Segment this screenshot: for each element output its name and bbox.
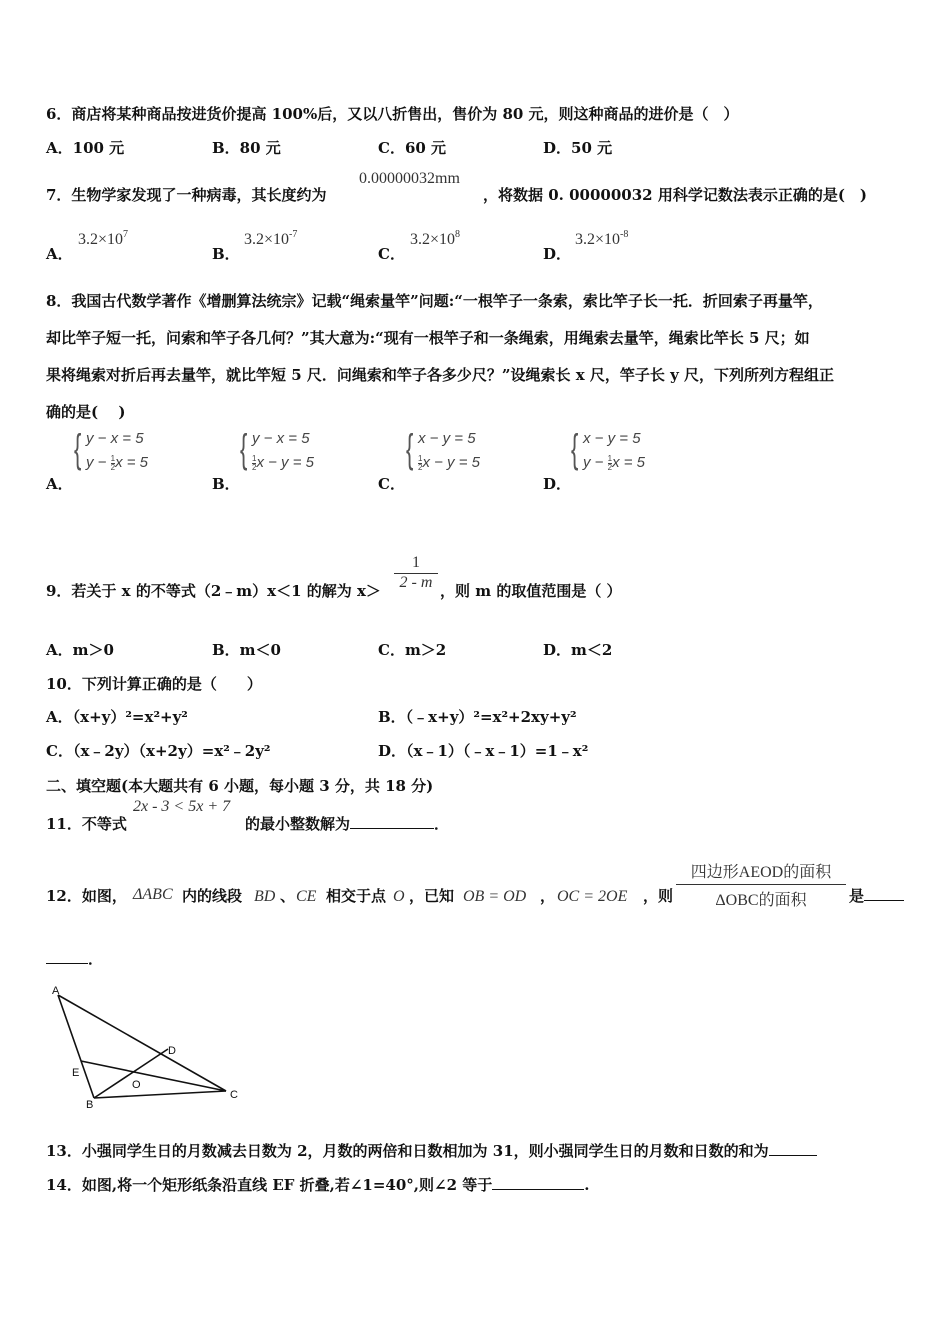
q12-separator: 、 bbox=[280, 887, 296, 905]
label-d: D bbox=[168, 1045, 176, 1057]
q9-option-b: B．m＜0 bbox=[212, 641, 281, 659]
q7-option-b-letter: B． bbox=[212, 245, 240, 263]
question-12-part-1: 12．如图， bbox=[46, 887, 127, 905]
q12-segment-bd: BD bbox=[254, 888, 276, 905]
q6-option-c: C．60 元 bbox=[378, 139, 447, 157]
segment-bd bbox=[94, 1049, 168, 1098]
question-12-part-2: 内的线段 bbox=[182, 887, 243, 905]
label-e: E bbox=[72, 1067, 80, 1079]
q9-option-d: D．m＜2 bbox=[543, 641, 613, 659]
q11-inequality: 2x - 3 < 5x + 7 bbox=[133, 798, 231, 815]
question-8-line-3: 果将绳索对折后再去量竿，就比竿短 5 尺．问绳索和竿子各多少尺？”设绳索长 x 尺，竿子长 y 尺，下列所列方程组正 bbox=[46, 366, 835, 384]
q10-option-b: B．（﹣x+y）²=x²+2xy+y² bbox=[378, 708, 577, 726]
q12-ratio-denominator: ΔOBC的面积 bbox=[715, 892, 807, 909]
q8-option-a-letter: A． bbox=[46, 475, 73, 493]
q12-area-ratio bbox=[676, 859, 846, 910]
section-2-heading: 二、填空题(本大题共有 6 小题，每小题 3 分，共 18 分) bbox=[46, 777, 434, 795]
q8-option-c-system: { x − y = 5 $\frac{1}{2}$ x − y = 5 bbox=[406, 427, 480, 472]
label-a: A bbox=[52, 985, 60, 997]
q7-option-b-value: $3.2\times 10^{-7}$ bbox=[244, 229, 298, 248]
q10-option-a: A．（x+y）²=x²+y² bbox=[46, 708, 188, 726]
q12-condition-2: OC = 2OE bbox=[557, 888, 628, 905]
question-12-part-4: ，已知 bbox=[409, 887, 455, 905]
triangle-figure bbox=[44, 980, 254, 1115]
q12-condition-1: OB = OD bbox=[463, 888, 527, 905]
q10-option-c: C．（x﹣2y）（x+2y）=x²﹣2y² bbox=[46, 742, 271, 760]
question-9-text-after: ，则 m 的取值范围是（ ） bbox=[440, 582, 622, 600]
q12-answer-blank-line-1 bbox=[864, 886, 904, 901]
question-11-text-after: 的最小整数解为 ． bbox=[245, 815, 450, 833]
q7-option-d-letter: D． bbox=[543, 245, 572, 263]
q10-option-d: D．（x﹣1）（﹣x﹣1）=1﹣x² bbox=[378, 742, 589, 760]
q12-answer-blank-line-2: ． bbox=[46, 948, 103, 969]
q12-triangle: ΔABC bbox=[133, 886, 173, 903]
question-7-text-after: ，将数据 0. 00000032 用科学记数法表示正确的是( ) bbox=[483, 186, 868, 204]
q12-point-o: O bbox=[393, 888, 405, 905]
q13-answer-blank bbox=[769, 1141, 817, 1156]
question-8-line-4: 确的是( ) bbox=[46, 403, 126, 421]
q8-option-b-letter: B． bbox=[212, 475, 240, 493]
q8-option-b-system: { y − x = 5 $\frac{1}{2}$ x − y = 5 bbox=[240, 427, 314, 472]
question-8-line-2: 却比竿子短一托，问索和竿子各几何？”其大意为:“现有一根竿子和一条绳索，用绳索去量竿，绳索比竿长 5 尺；如 bbox=[46, 329, 810, 347]
question-12-part-5: ，则 bbox=[643, 887, 674, 905]
question-7-text-before: 7．生物学家发现了一种病毒，其长度约为 bbox=[46, 186, 327, 204]
q9-option-a: A．m＞0 bbox=[46, 641, 114, 659]
segment-bc bbox=[94, 1091, 226, 1098]
question-14-text: 14．如图,将一个矩形纸条沿直线 EF 折叠,若∠1=40°,则∠2 等于 . bbox=[46, 1176, 590, 1194]
q11-answer-blank bbox=[350, 814, 434, 829]
q7-length-value: 0.00000032mm bbox=[359, 170, 460, 187]
question-10-text: 10．下列计算正确的是（ ） bbox=[46, 675, 262, 693]
label-b: B bbox=[86, 1099, 94, 1111]
q14-answer-blank bbox=[492, 1175, 584, 1190]
q8-option-d-system: { x − y = 5 y − $\frac{1}{2}$ x = 5 bbox=[571, 427, 645, 472]
q12-segment-ce: CE bbox=[296, 888, 317, 905]
question-12-part-3: 相交于点 bbox=[326, 887, 387, 905]
question-6-text: 6．商店将某种商品按进货价提高 100%后，又以八折售出，售价为 80 元，则这种商品的进价是（ ） bbox=[46, 105, 739, 123]
q9-option-c: C．m＞2 bbox=[378, 641, 447, 659]
q6-option-a: A．100 元 bbox=[46, 139, 125, 157]
segment-ab bbox=[58, 995, 94, 1098]
q9-fraction bbox=[394, 554, 438, 592]
q7-option-a-letter: A． bbox=[46, 245, 73, 263]
q9-fraction-denominator: 2 - m bbox=[399, 574, 433, 591]
q12-ratio-numerator: 四边形AEOD的面积 bbox=[676, 859, 846, 885]
segment-ce bbox=[81, 1061, 226, 1091]
q7-option-a-value: $3.2\times 10^7$ bbox=[78, 229, 129, 248]
question-13-text: 13．小强同学生日的月数减去日数为 2，月数的两倍和日数相加为 31，则小强同学生日的月数和日数的和为 bbox=[46, 1140, 817, 1161]
q8-option-c-letter: C． bbox=[378, 475, 405, 493]
q8-option-d-letter: D． bbox=[543, 475, 572, 493]
q6-option-d: D．50 元 bbox=[543, 139, 613, 157]
question-11-text-before: 11．不等式 bbox=[46, 815, 127, 833]
q6-option-b: B．80 元 bbox=[212, 139, 281, 157]
q7-option-c-letter: C． bbox=[378, 245, 405, 263]
label-c: C bbox=[230, 1089, 238, 1101]
question-9-text-before: 9．若关于 x 的不等式（2﹣m）x＜1 的解为 x＞ bbox=[46, 582, 381, 600]
label-o: O bbox=[132, 1079, 141, 1091]
q7-option-d-value: $3.2\times 10^{-8}$ bbox=[575, 229, 629, 248]
question-12-part-6: 是 bbox=[849, 885, 904, 906]
q8-option-a-system: { y − x = 5 y − $\frac{1}{2}$ x = 5 bbox=[74, 427, 148, 472]
segment-ac bbox=[58, 995, 226, 1091]
q12-comma: ， bbox=[540, 887, 556, 905]
question-8-line-1: 8．我国古代数学著作《增删算法统宗》记载“绳索量竿”问题:“一根竿子一条索，索比竿子长一托．折回索子再量竿， bbox=[46, 292, 823, 310]
q9-fraction-numerator: 1 bbox=[394, 554, 438, 574]
q7-option-c-value: $3.2\times 10^8$ bbox=[410, 229, 461, 248]
